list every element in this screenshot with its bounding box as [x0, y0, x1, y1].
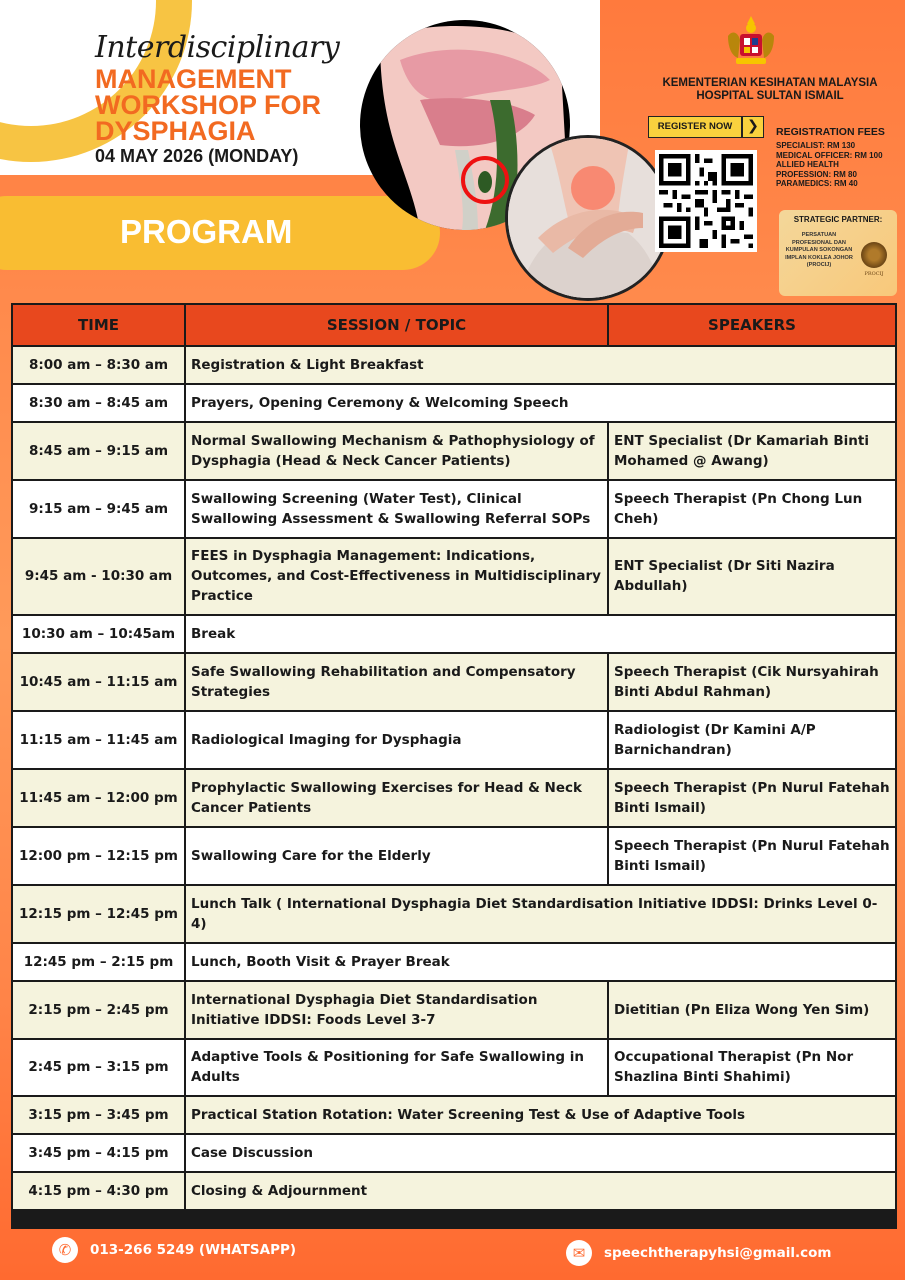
header-session: SESSION / TOPIC: [186, 305, 607, 345]
row-time: 11:45 am – 12:00 pm: [13, 770, 184, 826]
row-topic: Break: [186, 616, 895, 652]
phone-number[interactable]: 013-266 5249 (WHATSAPP): [90, 1242, 297, 1258]
ministry-name: KEMENTERIAN KESIHATAN MALAYSIA: [662, 77, 878, 89]
footer-email[interactable]: [566, 1240, 831, 1266]
strategic-partner-box: [779, 210, 897, 296]
phone-icon: ✆: [52, 1237, 78, 1263]
row-speaker: Speech Therapist (Cik Nursyahirah Binti Abdul Rahman): [609, 654, 895, 710]
row-speaker: ENT Specialist (Dr Kamariah Binti Mohamed @ Awang): [609, 423, 895, 479]
title-main: MANAGEMENT WORKSHOP FOR DYSPHAGIA: [95, 64, 322, 146]
row-topic: Prayers, Opening Ceremony & Welcoming Speech: [186, 385, 895, 421]
program-schedule-table: [11, 303, 897, 1229]
partner-name: PERSATUAN PROFESIONAL DAN KUMPULAN SOKONGAN IMPLAN KOKLEA JOHOR (PROCIJ): [785, 232, 853, 268]
ministry-block: [630, 77, 905, 103]
row-time: 3:15 pm – 3:45 pm: [13, 1097, 184, 1133]
row-time: 8:30 am – 8:45 am: [13, 385, 184, 421]
row-topic: Swallowing Screening (Water Test), Clinical Swallowing Assessment & Swallowing Referral SOPs: [186, 481, 607, 537]
row-topic: Lunch Talk ( International Dysphagia Diet Standardisation Initiative IDDSI: Drinks Level 0-4): [186, 886, 895, 942]
event-date: 04 MAY 2026 (MONDAY): [95, 146, 299, 166]
row-topic: Registration & Light Breakfast: [186, 347, 895, 383]
header-time: TIME: [13, 305, 184, 345]
title-script: Interdisciplinary: [95, 30, 340, 65]
row-time: 3:45 pm – 4:15 pm: [13, 1135, 184, 1171]
row-time: 12:00 pm – 12:15 pm: [13, 828, 184, 884]
partner-title: STRATEGIC PARTNER:: [793, 215, 883, 224]
row-topic: Adaptive Tools & Positioning for Safe Swallowing in Adults: [186, 1040, 607, 1096]
row-speaker: Speech Therapist (Pn Nurul Fatehah Binti Ismail): [609, 770, 895, 826]
program-label: PROGRAM: [120, 213, 293, 250]
row-time: 4:15 pm – 4:30 pm: [13, 1173, 184, 1209]
register-arrow-icon[interactable]: ❯: [742, 116, 764, 138]
row-speaker: Radiologist (Dr Kamini A/P Barnichandran): [609, 712, 895, 768]
hospital-name: HOSPITAL SULTAN ISMAIL: [696, 90, 844, 102]
row-topic: Swallowing Care for the Elderly: [186, 828, 607, 884]
header-speakers: SPEAKERS: [609, 305, 895, 345]
row-topic: International Dysphagia Diet Standardisation Initiative IDDSI: Foods Level 3-7: [186, 982, 607, 1038]
row-time: 10:45 am – 11:15 am: [13, 654, 184, 710]
fees-title: REGISTRATION FEES: [776, 126, 885, 138]
row-speaker: Speech Therapist (Pn Chong Lun Cheh): [609, 481, 895, 537]
row-topic: Radiological Imaging for Dysphagia: [186, 712, 607, 768]
row-time: 9:15 am – 9:45 am: [13, 481, 184, 537]
row-time: 8:45 am – 9:15 am: [13, 423, 184, 479]
malaysia-coat-of-arms-logo: [722, 12, 780, 70]
row-topic: Lunch, Booth Visit & Prayer Break: [186, 944, 895, 980]
fee-item: SPECIALIST: RM 130: [776, 141, 856, 150]
row-time: 2:45 pm – 3:15 pm: [13, 1040, 184, 1096]
row-topic: Safe Swallowing Rehabilitation and Compensatory Strategies: [186, 654, 607, 710]
row-topic: Practical Station Rotation: Water Screening Test & Use of Adaptive Tools: [186, 1097, 895, 1133]
mail-icon: ✉: [566, 1240, 592, 1266]
row-time: 9:45 am - 10:30 am: [13, 539, 184, 615]
row-speaker: Speech Therapist (Pn Nurul Fatehah Binti Ismail): [609, 828, 895, 884]
procij-logo-label: PROCIJ: [864, 271, 884, 277]
row-time: 8:00 am – 8:30 am: [13, 347, 184, 383]
row-speaker: Occupational Therapist (Pn Nor Shazlina Binti Shahimi): [609, 1040, 895, 1096]
footer-phone[interactable]: [52, 1237, 296, 1263]
fee-item: MEDICAL OFFICER: RM 100: [776, 150, 883, 160]
email-address[interactable]: speechtherapyhsi@gmail.com: [604, 1245, 832, 1261]
row-speaker: Dietitian (Pn Eliza Wong Yen Sim): [609, 982, 895, 1038]
procij-logo: [861, 242, 887, 268]
row-time: 12:45 pm – 2:15 pm: [13, 944, 184, 980]
row-time: 11:15 am – 11:45 am: [13, 712, 184, 768]
throat-pain-photo: [505, 135, 671, 301]
row-topic: FEES in Dysphagia Management: Indications, Outcomes, and Cost-Effectiveness in Multidisciplinary Practice: [186, 539, 607, 615]
fee-item: PROFESSION: RM 80: [776, 169, 857, 179]
row-topic: Normal Swallowing Mechanism & Pathophysiology of Dysphagia (Head & Neck Cancer Patients): [186, 423, 607, 479]
row-topic: Closing & Adjournment: [186, 1173, 895, 1209]
registration-qr-code[interactable]: [655, 150, 757, 252]
fee-item: PARAMEDICS: RM 40: [776, 179, 858, 188]
fee-item: ALLIED HEALTH: [776, 160, 839, 169]
row-time: 10:30 am – 10:45am: [13, 616, 184, 652]
row-time: 12:15 pm – 12:45 pm: [13, 886, 184, 942]
fees-list: [776, 141, 904, 189]
register-now-button[interactable]: REGISTER NOW: [648, 116, 742, 138]
row-topic: Prophylactic Swallowing Exercises for Head & Neck Cancer Patients: [186, 770, 607, 826]
row-speaker: ENT Specialist (Dr Siti Nazira Abdullah): [609, 539, 895, 615]
row-time: 2:15 pm – 2:45 pm: [13, 982, 184, 1038]
row-topic: Case Discussion: [186, 1135, 895, 1171]
